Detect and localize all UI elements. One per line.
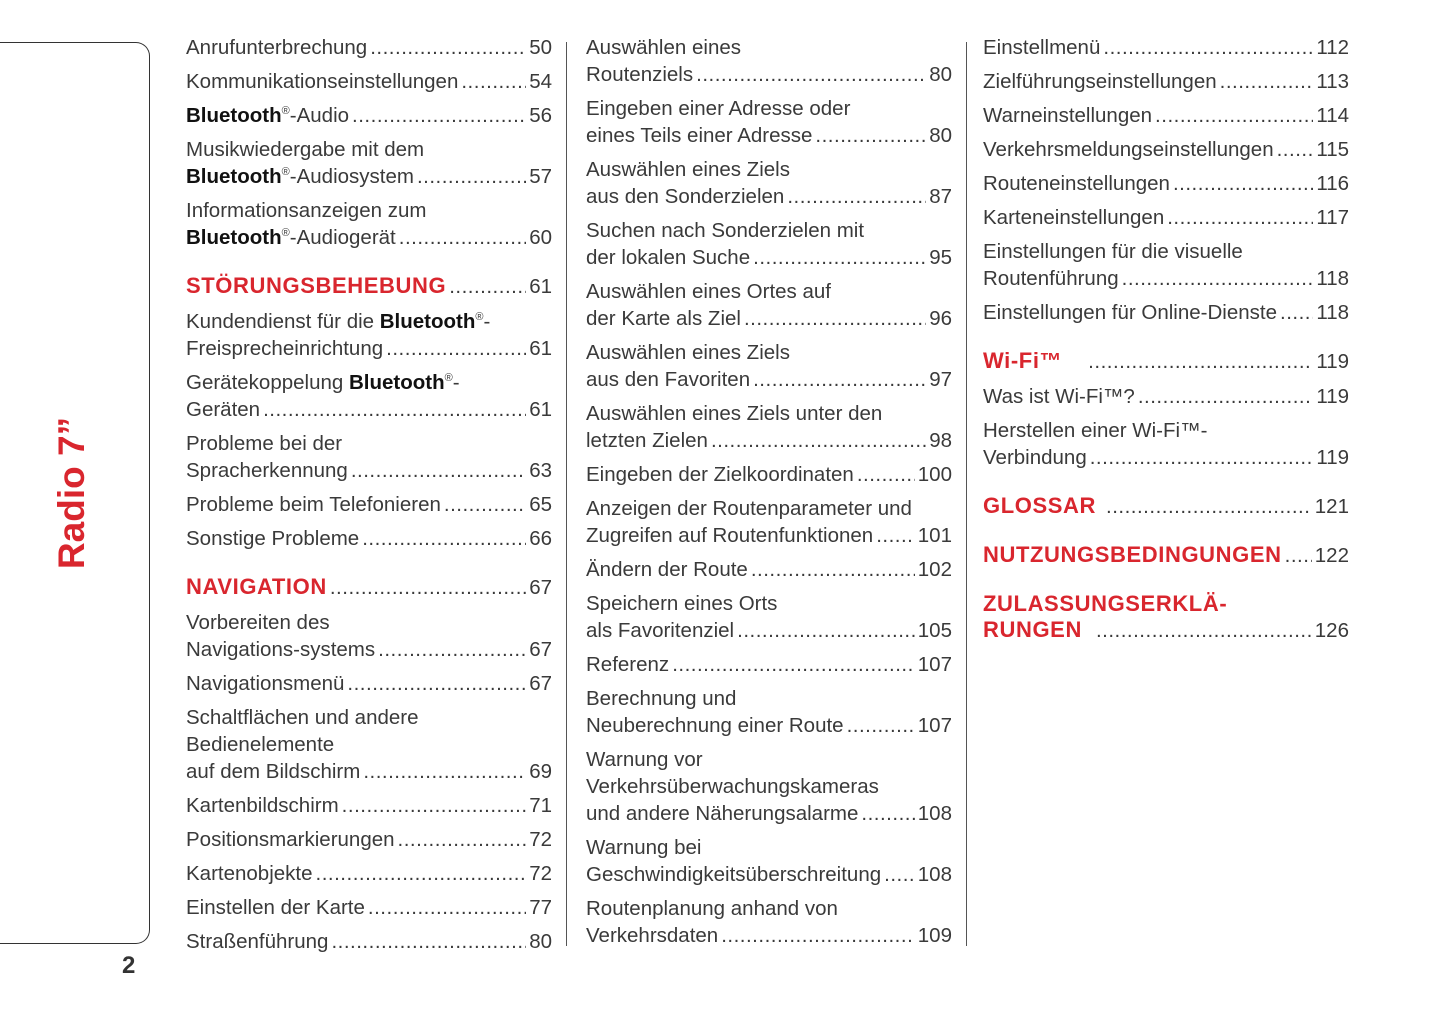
page-ref: 95 [929,246,952,269]
column-divider-1 [566,42,567,946]
toc-entry[interactable]: Herstellen einer Wi-Fi™- Verbindung ..... 119 [983,417,1349,471]
page-ref: 50 [529,36,552,59]
toc-entry[interactable]: Eingeben einer Adresse oder eines Teils einer Adresse ..... 80 [586,95,952,149]
page-ref: 72 [529,828,552,851]
toc-entry[interactable]: Warnung bei Geschwindigkeitsüberschreitung ..... 108 [586,834,952,888]
page-ref: 54 [529,70,552,93]
toc-entry[interactable]: Routeneinstellungen ..... 116 [983,170,1349,197]
toc-entry[interactable]: Kartenobjekte ..... 72 [186,860,552,887]
page-ref: 71 [529,794,552,817]
toc-section-heading[interactable]: NUTZUNGSBEDINGUNGEN ..... 122 [983,542,1349,569]
page-ref: 112 [1316,36,1349,59]
page-ref: 87 [929,185,952,208]
toc-entry[interactable]: Zielführungseinstellungen ..... 113 [983,68,1349,95]
toc-entry[interactable]: Schaltflächen und andere Bedienelemente auf dem Bildschirm ..... 69 [186,704,552,785]
page-ref: 60 [529,226,552,249]
page-ref: 116 [1316,172,1349,195]
chapter-side-label: Radio 7” [51,416,92,570]
toc-entry[interactable]: Bluetooth®-Audio ..... 56 [186,102,552,129]
toc-entry[interactable]: Sonstige Probleme ..... 66 [186,525,552,552]
page-ref: 80 [929,124,952,147]
page-ref: 61 [529,398,552,421]
page-ref: 98 [929,429,952,452]
toc-entry[interactable]: Was ist Wi-Fi™? ..... 119 [983,383,1349,410]
page-ref: 57 [529,165,552,188]
toc-entry[interactable]: Positionsmarkierungen ..... 72 [186,826,552,853]
toc-entry[interactable]: Routenplanung anhand von Verkehrsdaten ..... 109 [586,895,952,949]
page-ref: 67 [529,576,552,599]
toc-entry[interactable]: Vorbereiten des Navigations-systems ..... 67 [186,609,552,663]
page-ref: 72 [529,862,552,885]
page-number: 2 [122,952,136,979]
toc-entry[interactable]: Speichern eines Orts als Favoritenziel ..... 105 [586,590,952,644]
toc-section-heading[interactable]: NAVIGATION ..... 67 [186,574,552,601]
page-ref: 108 [917,863,952,886]
toc-entry[interactable]: Probleme bei der Spracherkennung ..... 63 [186,430,552,484]
page-ref: 96 [929,307,952,330]
page-ref: 63 [529,459,552,482]
toc-entry[interactable]: Kundendienst für die Bluetooth®- Freisprecheinrichtung ..... 61 [186,308,552,362]
toc-entry[interactable]: Einstellmenü ..... 112 [983,34,1349,61]
toc-entry[interactable]: Kartenbildschirm ..... 71 [186,792,552,819]
page-ref: 61 [529,337,552,360]
toc-column-3 [983,34,1349,652]
toc-section-heading[interactable]: Wi-Fi™ ..... 119 [983,348,1349,375]
toc-entry[interactable]: Kommunikationseinstellungen ..... 54 [186,68,552,95]
page-ref: 67 [529,672,552,695]
page-ref: 56 [529,104,552,127]
toc-entry[interactable]: Suchen nach Sonderzielen mit der lokalen Suche ..... 95 [586,217,952,271]
page-ref: 69 [529,760,552,783]
toc-entry[interactable]: Berechnung und Neuberechnung einer Route ..... 107 [586,685,952,739]
toc-entry[interactable]: Warneinstellungen ..... 114 [983,102,1349,129]
toc-entry[interactable]: Eingeben der Zielkoordinaten ..... 100 [586,461,952,488]
page-ref: 107 [917,714,952,737]
toc-entry[interactable]: Musikwiedergabe mit dem Bluetooth®-Audiosystem ..... 57 [186,136,552,190]
page-ref: 67 [529,638,552,661]
page-ref: 119 [1316,446,1349,469]
toc-entry[interactable]: Auswählen eines Ziels unter den letzten Zielen ..... 98 [586,400,952,454]
page-ref: 109 [917,924,952,947]
toc-entry[interactable]: Anrufunterbrechung ..... 50 [186,34,552,61]
toc-entry[interactable]: Anzeigen der Routenparameter und Zugreifen auf Routenfunktionen ..... 101 [586,495,952,549]
toc-column-2 [586,34,952,956]
page-ref: 105 [917,619,952,642]
page-ref: 118 [1316,267,1349,290]
toc-entry[interactable]: Probleme beim Telefonieren ..... 65 [186,491,552,518]
toc-entry[interactable]: Auswählen eines Ortes auf der Karte als Ziel ..... 96 [586,278,952,332]
toc-entry[interactable]: Auswählen eines Ziels aus den Sonderzielen ..... 87 [586,156,952,210]
page-ref: 77 [529,896,552,919]
toc-section-heading[interactable]: STÖRUNGSBEHEBUNG ..... 61 [186,273,552,300]
toc-section-heading[interactable]: GLOSSAR ..... 121 [983,493,1349,520]
page-ref: 97 [929,368,952,391]
toc-entry[interactable]: Referenz ..... 107 [586,651,952,678]
toc-entry[interactable]: Verkehrsmeldungseinstellungen ..... 115 [983,136,1349,163]
page-ref: 118 [1316,301,1349,324]
toc-entry[interactable]: Straßenführung ..... 80 [186,928,552,955]
toc-entry[interactable]: Einstellungen für Online-Dienste ..... 118 [983,299,1349,326]
page-ref: 117 [1316,206,1349,229]
toc-entry[interactable]: Navigationsmenü ..... 67 [186,670,552,697]
page-ref: 119 [1316,385,1349,408]
page-ref: 80 [929,63,952,86]
toc-entry[interactable]: Auswählen eines Ziels aus den Favoriten ..... 97 [586,339,952,393]
toc-entry[interactable]: Ändern der Route ..... 102 [586,556,952,583]
toc-entry[interactable]: Auswählen eines Routenziels ..... 80 [586,34,952,88]
toc-entry[interactable]: Einstellungen für die visuelle Routenführung ..... 118 [983,238,1349,292]
page-ref: 115 [1316,138,1349,161]
page-ref: 61 [529,275,552,298]
page-ref: 65 [529,493,552,516]
page-ref: 107 [917,653,952,676]
page-ref: 101 [917,524,952,547]
toc-section-heading[interactable]: ZULASSUNGSERKLÄ- RUNGEN ..... 126 [983,591,1349,644]
page-ref: 126 [1314,619,1349,642]
page-ref: 108 [917,802,952,825]
page-ref: 102 [917,558,952,581]
page-ref: 121 [1314,495,1349,518]
toc-entry[interactable]: Informationsanzeigen zum Bluetooth®-Audiogerät ..... 60 [186,197,552,251]
page-ref: 122 [1314,544,1349,567]
page-ref: 114 [1316,104,1349,127]
toc-entry[interactable]: Gerätekoppelung Bluetooth®- Geräten ..... 61 [186,369,552,423]
page-ref: 66 [529,527,552,550]
toc-column-1 [186,34,552,962]
toc-entry[interactable]: Einstellen der Karte ..... 77 [186,894,552,921]
page-ref: 119 [1316,350,1349,373]
page-ref: 113 [1316,70,1349,93]
column-divider-2 [966,42,967,946]
toc-entry[interactable]: Karteneinstellungen ..... 117 [983,204,1349,231]
toc-entry[interactable]: Warnung vor Verkehrsüberwachungskameras und andere Näherungsalarme ..... 108 [586,746,952,827]
page-ref: 80 [529,930,552,953]
page-ref: 100 [917,463,952,486]
